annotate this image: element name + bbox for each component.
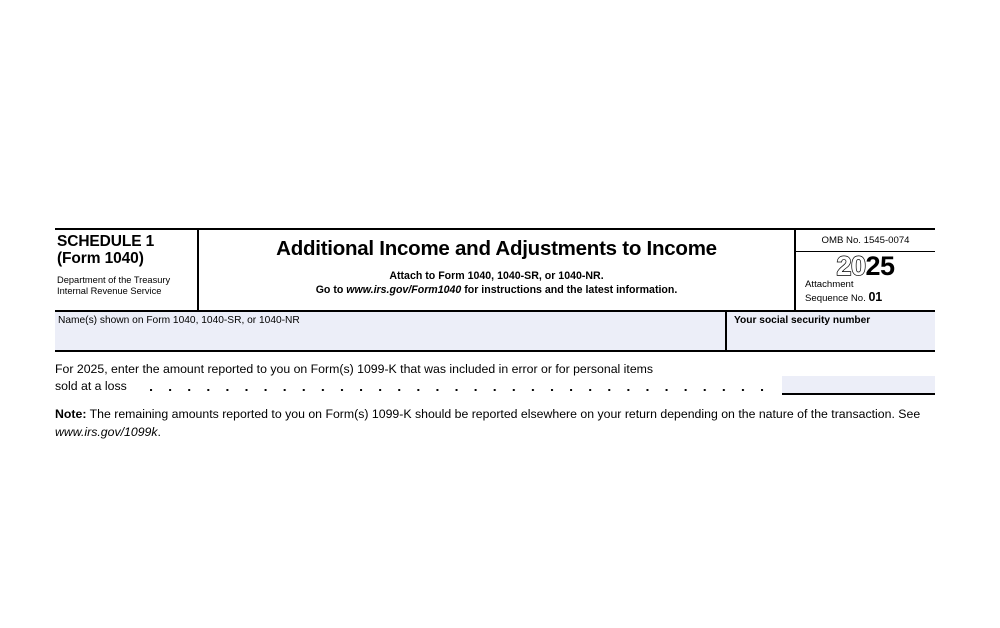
tax-year-digits: 25 bbox=[865, 250, 895, 281]
goto-suffix: for instructions and the latest information. bbox=[461, 284, 678, 297]
tax-year-century: 20 bbox=[836, 250, 866, 281]
schedule-title-line-1: SCHEDULE 1 bbox=[57, 233, 155, 250]
tax-year bbox=[796, 252, 935, 279]
attachment-label-line-1: Attachment bbox=[805, 278, 854, 290]
form-header bbox=[55, 228, 935, 312]
form-1099k-note bbox=[55, 406, 935, 441]
form-body bbox=[55, 352, 935, 441]
schedule-title-line-2: (Form 1040) bbox=[57, 250, 144, 268]
ssn-field-label: Your social security number bbox=[734, 315, 871, 326]
attach-instruction: Attach to Form 1040, 1040-SR, or 1040-NR. bbox=[389, 269, 604, 282]
irs-form1040-url[interactable]: www.irs.gov/Form1040 bbox=[346, 284, 462, 297]
question-line-2-row bbox=[55, 378, 935, 396]
attachment-label-line-2: Sequence No. bbox=[805, 292, 866, 304]
amount-entry-box[interactable] bbox=[782, 376, 935, 395]
taxpayer-identification-row bbox=[55, 312, 935, 352]
omb-number: OMB No. 1545-0074 bbox=[796, 230, 935, 252]
issuing-agency bbox=[57, 275, 191, 298]
omb-year-cell bbox=[796, 230, 935, 310]
attachment-sequence-number: 01 bbox=[868, 289, 882, 304]
name-field-label: Name(s) shown on Form 1040, 1040-SR, or 1040-NR bbox=[58, 315, 300, 326]
agency-line-2: Internal Revenue Service bbox=[57, 286, 162, 297]
goto-prefix: Go to bbox=[315, 284, 347, 297]
form-1099k-question bbox=[55, 361, 935, 396]
schedule-identity-cell bbox=[55, 230, 197, 310]
note-label: Note: bbox=[55, 407, 87, 422]
schedule-title bbox=[57, 233, 191, 268]
note-trailing-text: . bbox=[157, 424, 161, 439]
ssn-cell bbox=[725, 312, 935, 350]
dot-leader bbox=[150, 389, 777, 391]
form-title-cell bbox=[199, 230, 794, 310]
question-line-1: For 2025, enter the amount reported to you on Form(s) 1099-K that was included in error or for personal items bbox=[55, 362, 654, 376]
goto-instruction bbox=[199, 283, 794, 298]
note-body-text: The remaining amounts reported to you on Form(s) 1099-K should be reported elsewhere on your return depending on the nature of the transaction. See bbox=[86, 407, 921, 422]
irs-1099k-url[interactable]: www.irs.gov/1099k bbox=[55, 424, 158, 439]
question-line-2: sold at a loss bbox=[55, 379, 127, 394]
form-main-title: Additional Income and Adjustments to Income bbox=[276, 237, 717, 260]
attachment-label-line-2-wrap bbox=[805, 290, 935, 304]
schedule-1-form bbox=[55, 228, 935, 441]
attachment-sequence bbox=[796, 279, 935, 304]
agency-line-1: Department of the Treasury bbox=[57, 274, 171, 285]
